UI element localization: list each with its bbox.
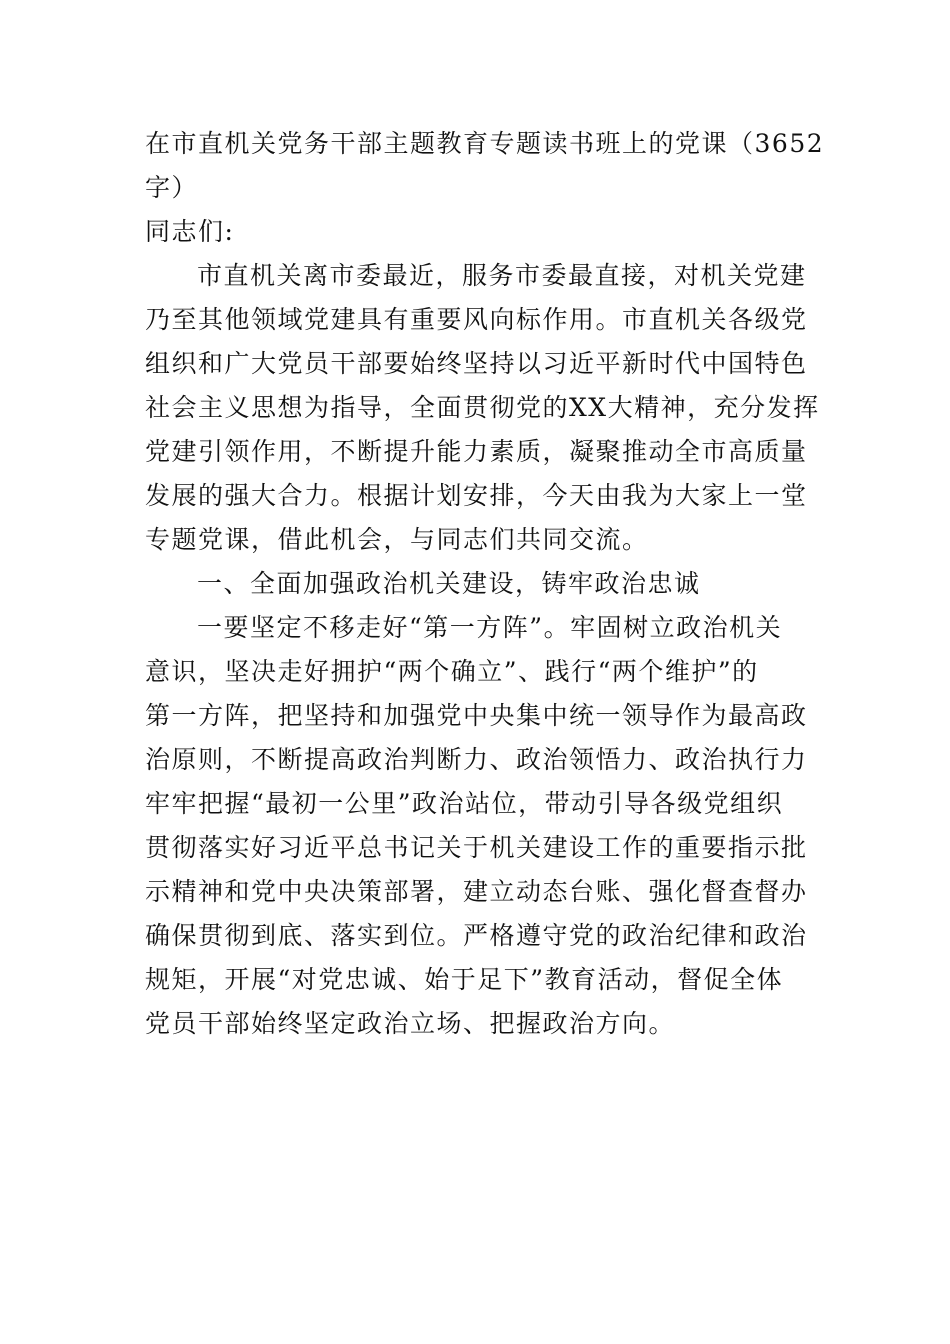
- paragraph-line: 党员干部始终坚定政治立场、把握政治方向。: [145, 1009, 676, 1038]
- title-line: 在市直机关党务干部主题教育专题读书班上的党课（3652: [145, 129, 825, 158]
- paragraph-line: 示精神和党中央决策部署，建立动态台账、强化督查督办: [145, 877, 808, 906]
- paragraph-line: 乃至其他领域党建具有重要风向标作用。市直机关各级党: [145, 305, 808, 334]
- paragraph-line: 组织和广大党员干部要始终坚持以习近平新时代中国特色: [145, 349, 808, 378]
- paragraph-line: 专题党课，借此机会，与同志们共同交流。: [145, 525, 649, 554]
- paragraph-line: 贯彻落实好习近平总书记关于机关建设工作的重要指示批: [145, 833, 808, 862]
- paragraph-line: 市直机关离市委最近，服务市委最直接，对机关党建: [197, 261, 807, 290]
- paragraph-line: 社会主义思想为指导，全面贯彻党的XX大精神，充分发挥: [145, 393, 820, 422]
- paragraph-line: 发展的强大合力。根据计划安排，今天由我为大家上一堂: [145, 481, 808, 510]
- paragraph-line: 意识，坚决走好拥护“两个确立”、践行“两个维护”的: [145, 657, 759, 686]
- paragraph-line: 第一方阵，把坚持和加强党中央集中统一领导作为最高政: [145, 701, 808, 730]
- paragraph-line: 治原则，不断提高政治判断力、政治领悟力、政治执行力: [145, 745, 808, 774]
- salutation: 同志们:: [145, 217, 235, 246]
- paragraph-line: 一要坚定不移走好“第一方阵”。牢固树立政治机关: [197, 613, 783, 642]
- title-line: 字）: [145, 173, 199, 202]
- section-heading: 一、全面加强政治机关建设，铸牢政治忠诚: [197, 569, 701, 598]
- paragraph-line: 规矩，开展“对党忠诚、始于足下”教育活动，督促全体: [145, 965, 784, 994]
- paragraph-line: 牢牢把握“最初一公里”政治站位，带动引导各级党组织: [145, 789, 784, 818]
- paragraph-line: 党建引领作用，不断提升能力素质，凝聚推动全市高质量: [145, 437, 808, 466]
- paragraph-line: 确保贯彻到底、落实到位。严格遵守党的政治纪律和政治: [145, 921, 808, 950]
- document-body: [145, 122, 825, 1046]
